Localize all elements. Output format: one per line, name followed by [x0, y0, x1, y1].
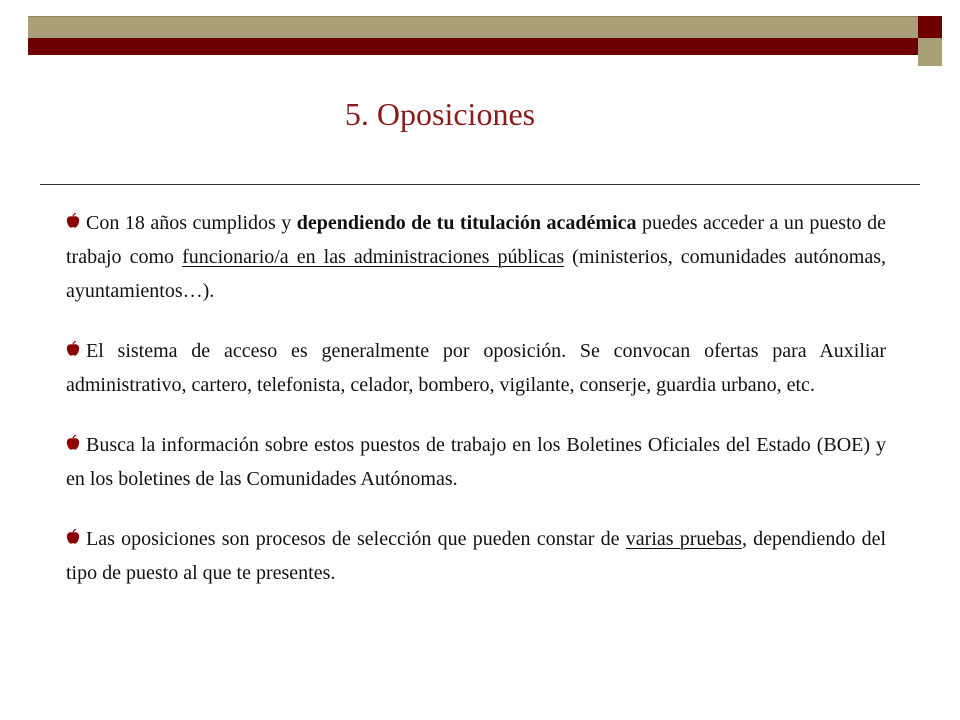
apple-icon	[66, 437, 80, 451]
corner-olive-block	[918, 38, 942, 66]
paragraph-1-text-a: Con 18 años cumplidos y	[86, 212, 297, 234]
paragraph-4	[66, 522, 886, 590]
paragraph-2-text: El sistema de acceso es generalmente por oposición. Se convocan ofertas para Auxiliar administrativo, cartero, telefonista, celador, bombero, vigilante, conserje, guardia urbano, etc.	[66, 340, 886, 396]
header-maroon-band	[28, 38, 918, 55]
slide-content	[66, 206, 886, 616]
slide-title	[0, 96, 880, 133]
paragraph-4-text-b: , dependiendo del tipo de puesto al que te presentes.	[66, 528, 887, 584]
paragraph-4-text-a: Las oposiciones son procesos de selección que pueden constar de	[86, 528, 626, 550]
paragraph-1-text-b: puedes acceder a un puesto de trabajo como	[66, 212, 886, 268]
paragraph-4-underline: varias pruebas	[625, 528, 742, 550]
title-divider	[40, 184, 920, 185]
paragraph-1-underline: funcionario/a en las administraciones públicas	[182, 246, 565, 268]
paragraph-3-text: Busca la información sobre estos puestos de trabajo en los Boletines Oficiales del Estado (BOE) y en los boletines de las Comunidades Autónomas.	[66, 434, 886, 490]
paragraph-3	[66, 428, 886, 496]
apple-icon	[66, 343, 80, 357]
apple-icon	[66, 531, 80, 545]
paragraph-1-bold: dependiendo de tu titulación académica	[296, 212, 637, 234]
header-decoration	[0, 0, 960, 58]
paragraph-1	[66, 206, 886, 308]
slide-title-text: 5. Oposiciones	[344, 96, 536, 132]
apple-icon	[66, 215, 80, 229]
corner-maroon-block	[918, 16, 942, 38]
paragraph-1-text-c: (ministerios, comunidades autónomas, ayuntamientos…).	[66, 246, 887, 302]
paragraph-2	[66, 334, 886, 402]
header-olive-band	[28, 16, 918, 39]
